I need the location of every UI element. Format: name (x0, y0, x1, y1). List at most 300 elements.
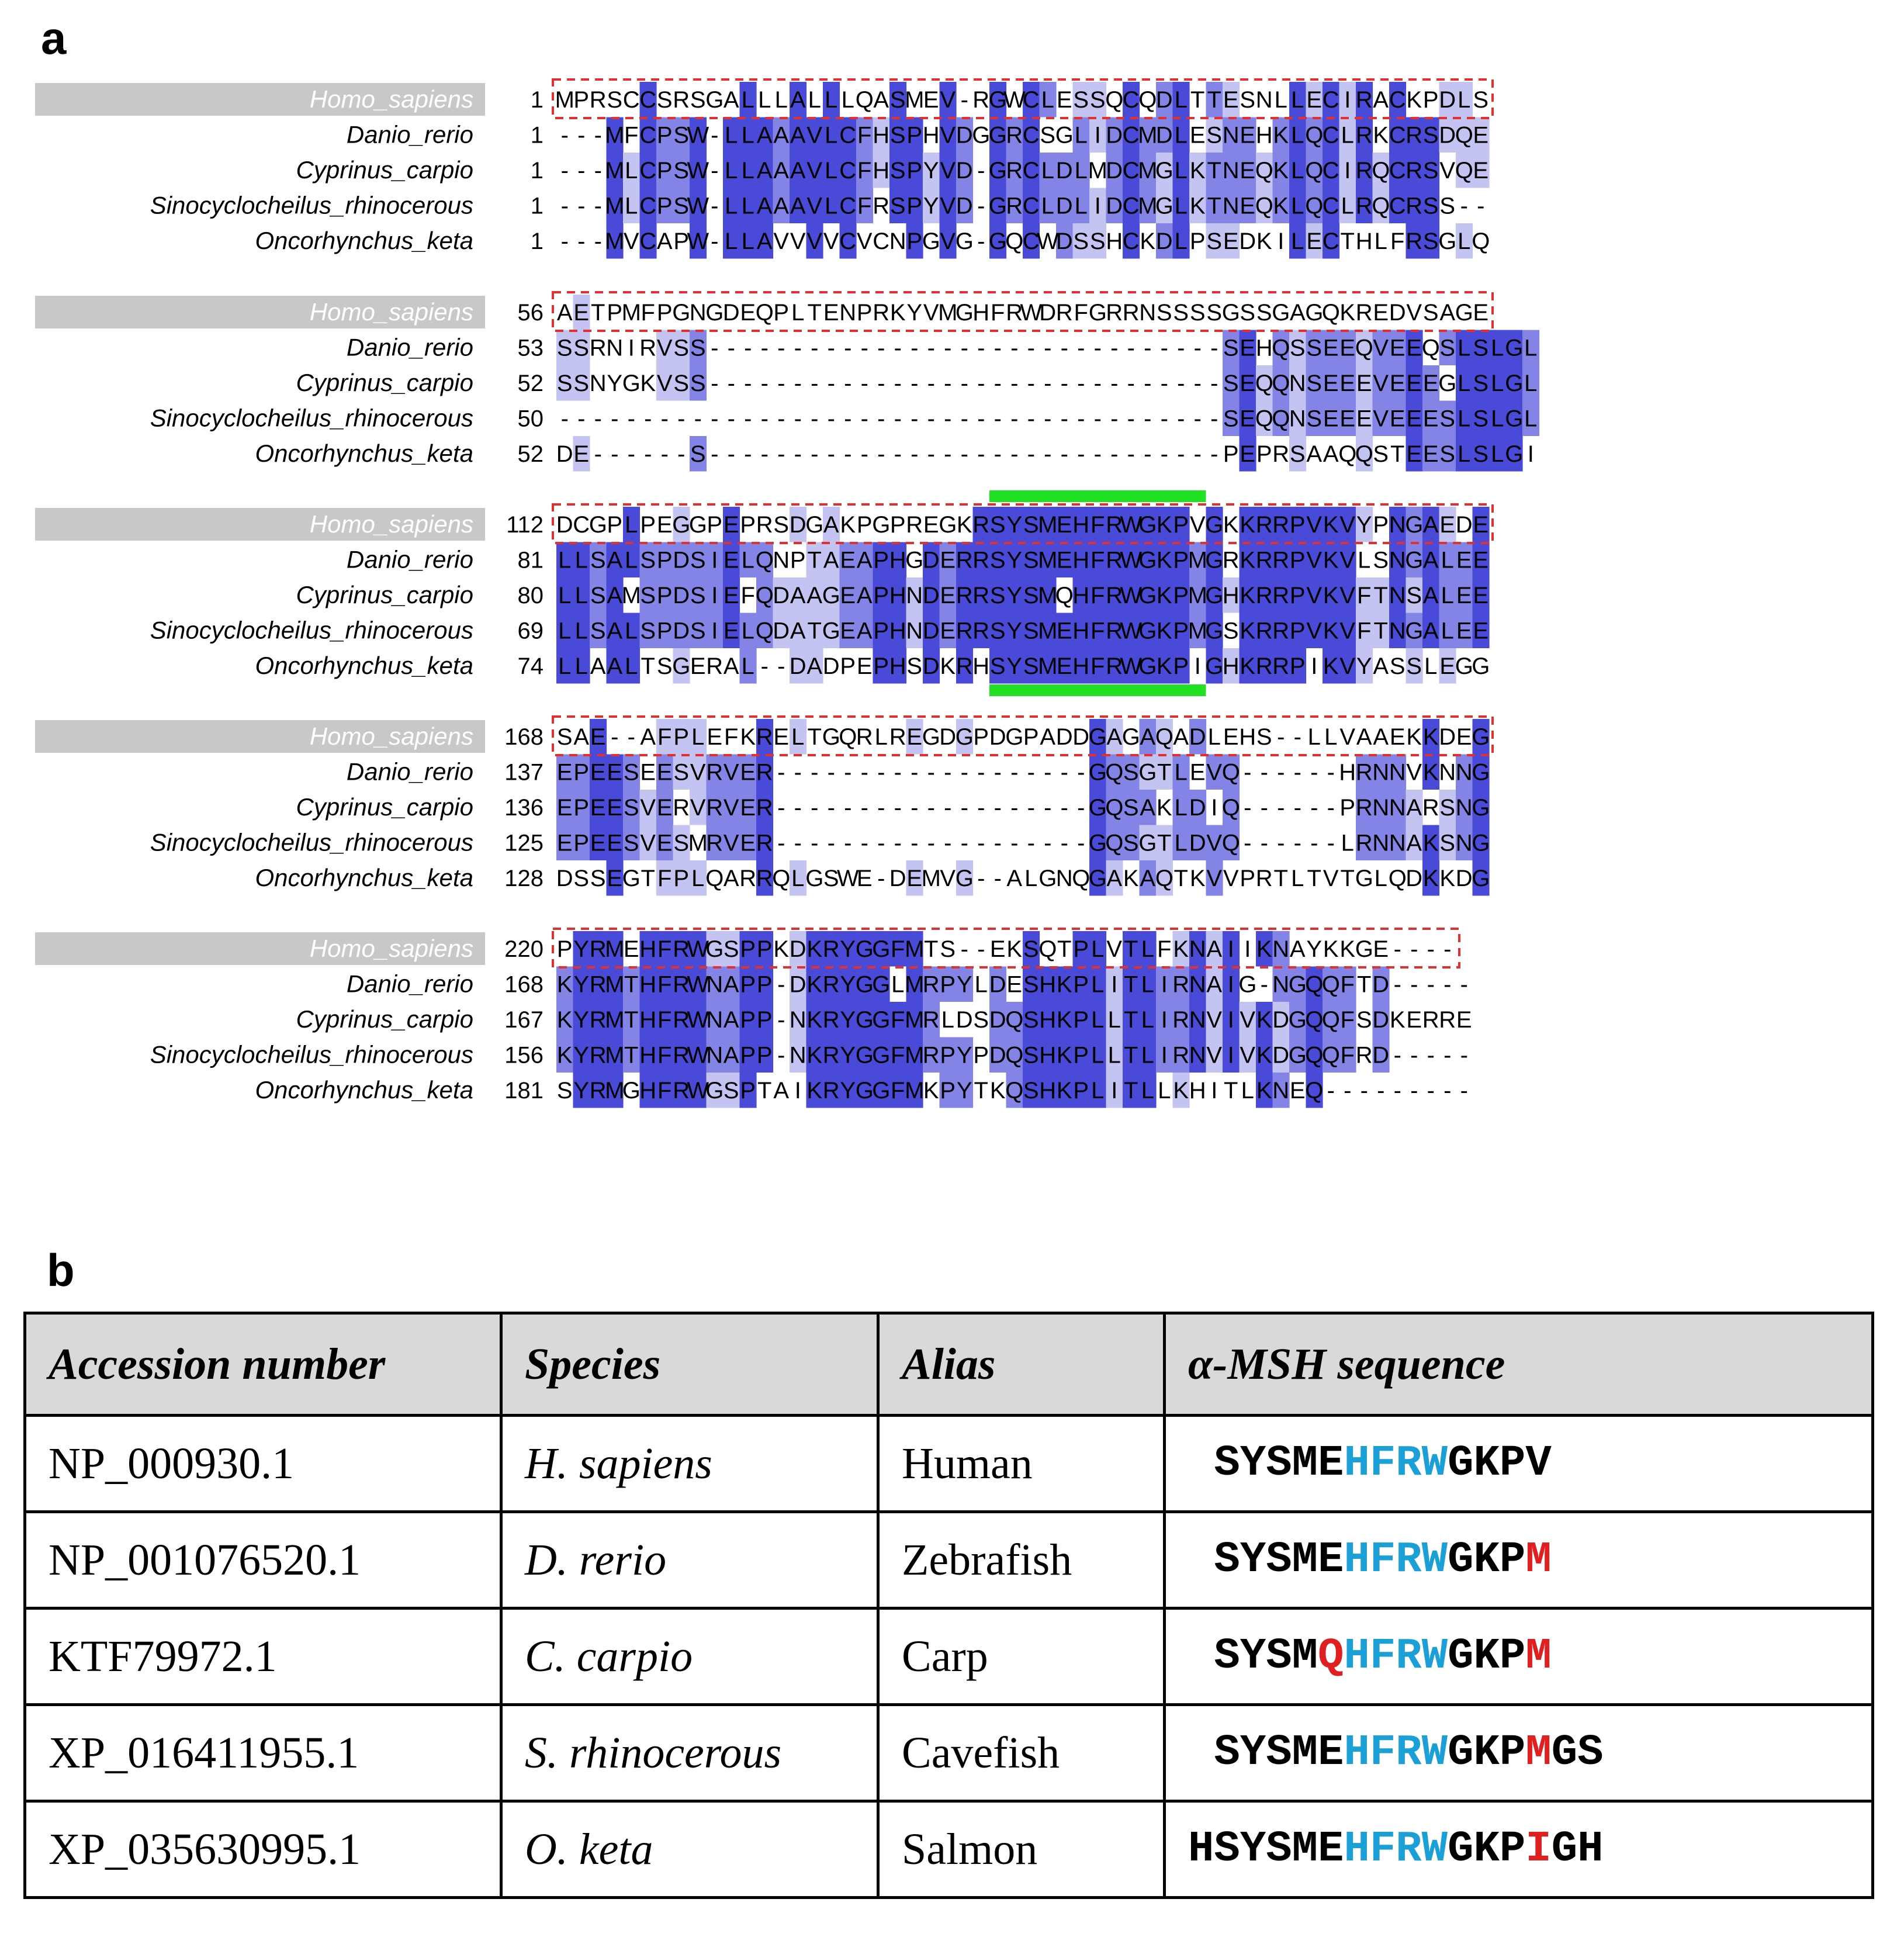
residue: - (627, 406, 635, 432)
residue: R (1255, 866, 1273, 891)
residue: - (744, 371, 752, 396)
residue: H (639, 936, 657, 962)
residue: N (689, 300, 707, 326)
residue: N (1455, 759, 1473, 786)
residue: M (688, 830, 708, 856)
residue: C (1122, 158, 1140, 184)
residue: R (756, 759, 773, 786)
residue: L (1491, 406, 1504, 432)
residue: - (977, 335, 985, 361)
residue: P (673, 229, 690, 254)
sequence-segment: HFRW (1344, 1535, 1448, 1585)
residue: R (1355, 87, 1373, 113)
residue: N (1272, 1078, 1290, 1104)
residue: N (1455, 795, 1473, 821)
species-name: Sinocyclocheilus_rhinocerous (150, 616, 473, 644)
residue: P (1173, 583, 1189, 608)
residue: A (1406, 795, 1422, 821)
residue: - (1260, 795, 1268, 821)
residue: - (711, 371, 719, 396)
sequence-segment: GKP (1448, 1535, 1526, 1585)
residue: G (1005, 724, 1024, 750)
residue: K (1056, 971, 1072, 998)
residue: - (960, 936, 968, 962)
residue: - (1027, 795, 1035, 821)
residue: K (956, 512, 972, 538)
residue: V (1206, 1007, 1223, 1033)
residue: - (1360, 1078, 1368, 1104)
residue: S (656, 653, 673, 679)
sequence-segment: SYSME (1188, 1535, 1344, 1585)
residue: E (607, 866, 623, 891)
residue: A (756, 193, 773, 219)
residue: T (1190, 87, 1205, 113)
residue: L (1291, 158, 1304, 184)
residue: Q (1388, 866, 1407, 891)
residue: W (1120, 547, 1143, 573)
residue: - (1460, 971, 1468, 998)
residue: G (688, 512, 707, 538)
motif-bar-top (989, 490, 1206, 502)
residue: K (640, 371, 656, 396)
residue: P (656, 300, 673, 326)
residue: - (1110, 371, 1119, 396)
residue: - (1127, 406, 1135, 432)
residue: K (806, 1007, 823, 1033)
residue: - (1327, 830, 1335, 856)
residue: N (1222, 122, 1240, 148)
residue: T (1157, 759, 1172, 786)
residue: P (673, 724, 690, 750)
residue: V (1339, 653, 1356, 679)
start-position: 1 (530, 158, 543, 184)
residue: T (974, 1078, 988, 1104)
residue: C (1122, 193, 1140, 219)
residue: P (873, 653, 889, 679)
residue: D (556, 866, 573, 891)
residue: V (823, 229, 839, 254)
residue: A (607, 547, 623, 573)
residue: E (1473, 583, 1489, 608)
residue: - (577, 122, 586, 148)
residue: V (1206, 1042, 1223, 1068)
residue: - (993, 406, 1002, 432)
residue: M (605, 971, 625, 998)
residue: V (806, 158, 823, 184)
residue: L (1091, 971, 1105, 998)
residue: - (594, 122, 602, 148)
residue: E (1473, 300, 1489, 326)
residue: S (1040, 122, 1056, 148)
residue: S (690, 87, 706, 113)
start-position: 168 (504, 971, 543, 998)
residue: A (1106, 724, 1123, 750)
residue: D (1055, 158, 1073, 184)
residue: S (1206, 229, 1223, 254)
residue: - (760, 371, 768, 396)
residue: S (1422, 158, 1439, 184)
residue: R (1006, 300, 1023, 326)
residue: R (1255, 512, 1273, 538)
residue: M (1138, 193, 1158, 219)
residue: M (921, 866, 941, 891)
residue: L (1141, 971, 1154, 998)
residue: I (1094, 193, 1101, 219)
residue: K (1339, 300, 1356, 326)
residue: R (956, 547, 973, 573)
residue: T (1207, 193, 1221, 219)
residue: - (1244, 830, 1252, 856)
residue: M (605, 158, 625, 184)
residue: - (1460, 1078, 1468, 1104)
residue: R (1355, 300, 1373, 326)
residue: Q (1305, 971, 1324, 998)
residue: A (556, 300, 573, 326)
residue: T (1124, 1078, 1138, 1104)
residue: P (573, 830, 590, 856)
residue: C (1122, 229, 1140, 254)
residue: S (1023, 547, 1039, 573)
residue: N (1272, 971, 1290, 998)
residue: M (605, 936, 625, 962)
residue: P (756, 936, 773, 962)
residue: E (1240, 158, 1256, 184)
residue: G (705, 87, 724, 113)
residue: G (1355, 936, 1373, 962)
residue: L (1458, 406, 1471, 432)
residue: G (972, 122, 991, 148)
residue: C (1022, 158, 1040, 184)
residue: - (1010, 371, 1019, 396)
residue: R (906, 512, 923, 538)
residue: S (1473, 87, 1489, 113)
residue: R (972, 547, 990, 573)
species-name: Danio_rerio (346, 545, 473, 573)
residue: - (1427, 1078, 1435, 1104)
residue: - (1177, 335, 1185, 361)
residue: K (556, 1007, 573, 1033)
residue: S (1223, 406, 1239, 432)
residue: G (1472, 866, 1490, 891)
residue: A (723, 866, 739, 891)
residue: Y (573, 936, 590, 962)
residue: Q (1105, 795, 1124, 821)
residue: - (894, 406, 902, 432)
residue: C (873, 229, 890, 254)
residue: G (1155, 158, 1173, 184)
residue: R (1406, 158, 1423, 184)
residue: - (711, 406, 719, 432)
residue: S (1023, 512, 1039, 538)
residue: - (1060, 759, 1068, 786)
residue: H (873, 122, 890, 148)
residue: K (806, 1042, 823, 1068)
residue: I (1278, 229, 1285, 254)
residue: - (611, 406, 619, 432)
residue: M (1038, 547, 1058, 573)
residue: G (1055, 122, 1074, 148)
residue: L (1458, 371, 1471, 396)
residue: - (1310, 830, 1318, 856)
residue: S (1306, 406, 1323, 432)
residue: E (590, 759, 606, 786)
residue: L (1458, 441, 1471, 467)
residue: - (811, 335, 819, 361)
residue: M (905, 1007, 925, 1033)
residue: - (844, 441, 852, 467)
alias-cell: Salmon (878, 1801, 1165, 1898)
residue: A (790, 87, 806, 113)
residue: E (1456, 724, 1472, 750)
residue: L (1074, 122, 1088, 148)
residue: - (777, 1042, 785, 1068)
accession-cell: NP_001076520.1 (25, 1512, 501, 1609)
residue: V (1339, 724, 1356, 750)
residue: S (1373, 547, 1389, 573)
residue: K (1422, 724, 1439, 750)
residue: R (1355, 759, 1373, 786)
residue: - (1027, 371, 1035, 396)
residue: E (1056, 87, 1072, 113)
residue: V (1439, 158, 1456, 184)
residue: - (877, 866, 885, 891)
residue: - (977, 795, 985, 821)
residue: - (777, 1007, 785, 1033)
residue: K (556, 971, 573, 998)
residue: E (707, 724, 723, 750)
residue: L (1141, 1078, 1154, 1104)
residue: A (856, 547, 873, 573)
residue: S (640, 618, 656, 644)
residue: - (877, 441, 885, 467)
residue: - (1010, 335, 1019, 361)
residue: L (741, 229, 754, 254)
residue: V (1373, 371, 1389, 396)
residue: R (1355, 795, 1373, 821)
residue: M (905, 971, 925, 998)
residue: T (924, 936, 939, 962)
residue: - (1060, 830, 1068, 856)
residue: R (1006, 122, 1023, 148)
start-position: 1 (530, 229, 543, 254)
residue: G (855, 1078, 874, 1104)
residue: S (1256, 724, 1272, 750)
residue: H (639, 1007, 657, 1033)
residue: - (644, 441, 652, 467)
residue: - (1077, 830, 1085, 856)
residue: R (1055, 300, 1073, 326)
residue: L (558, 547, 572, 573)
residue: K (1422, 759, 1439, 786)
residue: - (944, 371, 952, 396)
residue: A (640, 724, 656, 750)
residue: F (657, 866, 672, 891)
residue: R (1106, 653, 1123, 679)
residue: N (1255, 87, 1273, 113)
residue: S (607, 87, 623, 113)
residue: F (1340, 971, 1355, 998)
residue: N (706, 1007, 723, 1033)
residue: C (1322, 158, 1339, 184)
residue: - (1260, 830, 1268, 856)
residue: G (988, 158, 1007, 184)
residue: P (889, 512, 906, 538)
residue: - (1293, 830, 1301, 856)
residue: L (1491, 441, 1504, 467)
residue: G (1138, 512, 1157, 538)
residue: H (1072, 618, 1090, 644)
residue: G (1405, 512, 1424, 538)
residue: L (825, 122, 838, 148)
species-name: Sinocyclocheilus_rhinocerous (150, 828, 473, 856)
residue: D (1055, 193, 1073, 219)
species-name: Cyprinus_carpio (296, 156, 473, 184)
residue: R (856, 724, 873, 750)
residue: P (756, 1007, 773, 1033)
residue: I (1344, 87, 1351, 113)
residue: L (941, 1007, 954, 1033)
residue: P (1173, 653, 1189, 679)
residue: - (977, 866, 985, 891)
residue: L (1341, 830, 1354, 856)
start-position: 80 (517, 583, 543, 608)
residue: S (1473, 335, 1489, 361)
residue: R (1255, 547, 1273, 573)
residue: L (558, 583, 572, 608)
residue: H (1072, 653, 1090, 679)
residue: R (1355, 1042, 1373, 1068)
residue: D (1272, 1007, 1290, 1033)
residue: E (1422, 441, 1439, 467)
residue: G (1505, 406, 1524, 432)
residue: L (725, 193, 738, 219)
residue: L (1074, 158, 1088, 184)
sequence-segment: GKPV (1448, 1439, 1552, 1488)
residue: A (1289, 936, 1306, 962)
residue: K (1173, 1078, 1189, 1104)
residue: F (641, 300, 655, 326)
residue: L (1158, 1078, 1171, 1104)
residue: L (1091, 1042, 1105, 1068)
residue: - (860, 759, 868, 786)
residue: L (1041, 158, 1054, 184)
residue: H (1222, 583, 1240, 608)
species-name: Cyprinus_carpio (296, 581, 473, 608)
residue: L (1458, 229, 1471, 254)
residue: V (656, 371, 673, 396)
residue: W (1003, 87, 1026, 113)
residue: D (989, 724, 1006, 750)
residue: Q (1472, 229, 1490, 254)
residue: P (656, 158, 673, 184)
residue: - (777, 441, 785, 467)
residue: T (807, 547, 822, 573)
residue: V (1406, 759, 1422, 786)
residue: - (794, 830, 802, 856)
residue: S (1439, 830, 1456, 856)
residue: - (1093, 406, 1102, 432)
residue: P (873, 618, 889, 644)
residue: S (673, 830, 690, 856)
residue: Q (755, 618, 774, 644)
residue: - (1010, 406, 1019, 432)
residue: M (605, 193, 625, 219)
sequence-segment: HFRW (1344, 1825, 1448, 1874)
residue: M (905, 1078, 925, 1104)
residue: T (1224, 1078, 1238, 1104)
start-position: 1 (530, 122, 543, 148)
residue: P (740, 1007, 756, 1033)
residue: - (911, 335, 919, 361)
residue: P (1289, 512, 1306, 538)
residue: K (1273, 122, 1289, 148)
residue: D (1389, 300, 1406, 326)
residue: S (1089, 229, 1106, 254)
residue: N (606, 335, 624, 361)
residue: F (891, 1042, 905, 1068)
residue: F (1340, 1007, 1355, 1033)
residue: G (1288, 1007, 1307, 1033)
residue: V (723, 759, 739, 786)
residue: E (607, 830, 623, 856)
residue: - (744, 406, 752, 432)
residue: E (1306, 229, 1323, 254)
residue: P (640, 512, 656, 538)
residue: - (1010, 795, 1019, 821)
residue: - (960, 441, 968, 467)
residue: V (1206, 830, 1223, 856)
residue: N (1189, 971, 1206, 998)
residue: S (889, 158, 906, 184)
residue: L (1441, 618, 1454, 644)
residue: P (740, 1042, 756, 1068)
species-name: Homo_sapiens (309, 85, 473, 113)
residue: - (894, 335, 902, 361)
residue: D (939, 724, 957, 750)
residue: N (1389, 583, 1406, 608)
residue: K (1240, 653, 1256, 679)
residue: F (624, 122, 639, 148)
residue: C (839, 193, 857, 219)
residue: D (1039, 300, 1057, 326)
start-position: 52 (517, 441, 543, 467)
residue: V (1406, 300, 1422, 326)
residue: S (1123, 830, 1139, 856)
residue: L (1141, 936, 1154, 962)
residue: V (723, 830, 739, 856)
residue: S (1023, 583, 1039, 608)
residue: A (1140, 795, 1156, 821)
residue: S (590, 547, 606, 573)
residue: E (1056, 512, 1072, 538)
residue: E (573, 300, 590, 326)
residue: - (1027, 830, 1035, 856)
residue: V (806, 193, 823, 219)
residue: M (905, 936, 925, 962)
residue: S (1406, 583, 1422, 608)
residue: - (977, 193, 985, 219)
residue: G (922, 229, 940, 254)
residue: S (590, 618, 606, 644)
residue: G (872, 512, 891, 538)
residue: N (789, 1042, 806, 1068)
residue: G (955, 724, 974, 750)
residue: K (1173, 936, 1189, 962)
residue: R (756, 830, 773, 856)
residue: Q (1372, 193, 1390, 219)
residue: L (625, 158, 638, 184)
residue: Y (1006, 618, 1023, 644)
